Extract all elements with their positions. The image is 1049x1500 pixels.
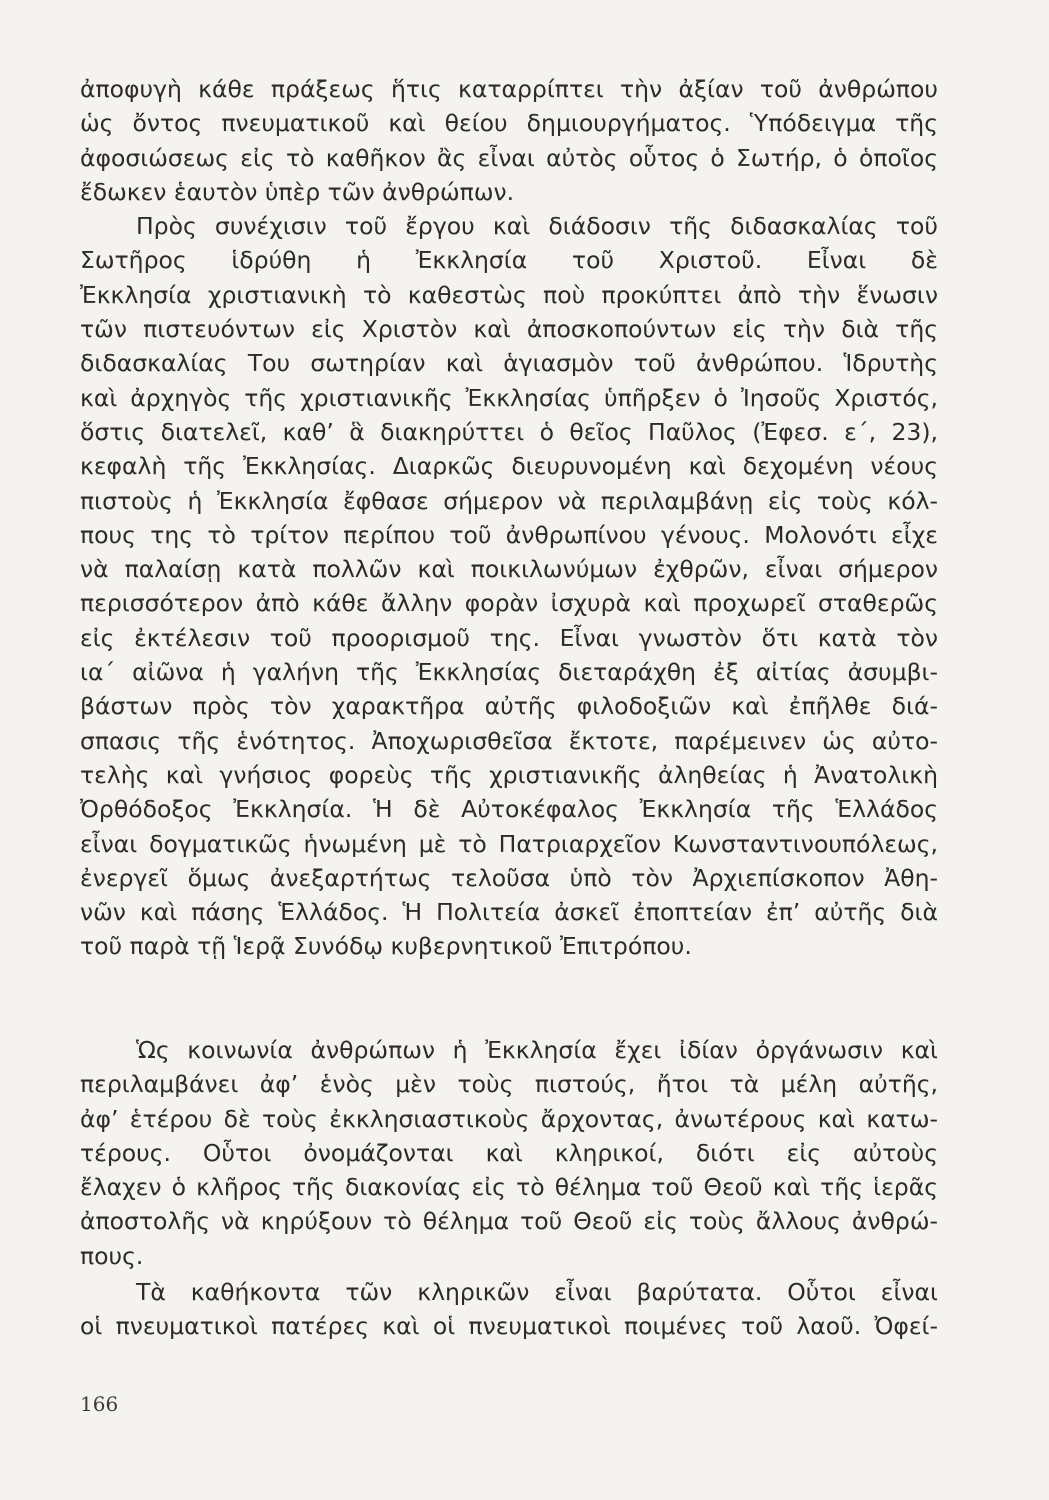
text-line: τοῦ παρὰ τῇ Ἱερᾷ Συνόδῳ κυβερνητικοῦ Ἐπιτρόπου.: [80, 932, 692, 961]
text-line: ἀφοσιώσεως εἰς τὸ καθῆκον ἂς εἶναι αὐτὸς οὗτος ὁ Σωτήρ, ὁ ὁποῖος: [80, 143, 938, 172]
text-line: βάστων πρὸς τὸν χαρακτῆρα αὐτῆς φιλοδοξιῶν καὶ ἐπῆλθε διά-: [80, 692, 938, 721]
text-line: ια΄ αἰῶνα ἡ γαλήνη τῆς Ἐκκλησίας διεταράχθη ἐξ αἰτίας ἀσυμβι-: [80, 658, 938, 687]
text-line: ἀποστολῆς νὰ κηρύξουν τὸ θέλημα τοῦ Θεοῦ εἰς τοὺς ἄλλους ἀνθρώ-: [80, 1207, 938, 1236]
text-line: ὅστις διατελεῖ, καθ’ ἃ διακηρύττει ὁ θεῖος Παῦλος (Ἐφεσ. ε΄, 23),: [80, 417, 938, 446]
text-line: Ἐκκλησία χριστιανικὴ τὸ καθεστὼς ποὺ προκύπτει ἀπὸ τὴν ἕνωσιν: [80, 280, 938, 309]
text-line: ἐνεργεῖ ὅμως ἀνεξαρτήτως τελοῦσα ὑπὸ τὸν Ἀρχιεπίσκοπον Ἀθη-: [80, 863, 938, 892]
text-line: εἶναι δογματικῶς ἡνωμένη μὲ τὸ Πατριαρχεῖον Κωνσταντινουπόλεως,: [80, 829, 938, 858]
text-line: Πρὸς συνέχισιν τοῦ ἔργου καὶ διάδοσιν τῆς διδασκαλίας τοῦ: [136, 212, 938, 241]
text-line: κεφαλὴ τῆς Ἐκκλησίας. Διαρκῶς διευρυνομένη καὶ δεχομένη νέους: [80, 452, 938, 481]
text-line: ὡς ὄντος πνευματικοῦ καὶ θείου δημιουργήματος. Ὑπόδειγμα τῆς: [80, 109, 938, 138]
paragraph-1: [80, 72, 938, 964]
text-line: πους.: [80, 1241, 144, 1270]
text-line: πους της τὸ τρίτον περίπου τοῦ ἀνθρωπίνου γένους. Μολονότι εἶχε: [80, 520, 938, 549]
text-line: σπασις τῆς ἑνότητος. Ἀποχωρισθεῖσα ἔκτοτε, παρέμεινεν ὡς αὐτο-: [80, 726, 938, 755]
paragraph-3: [80, 1275, 938, 1344]
text-line: ἀφ’ ἑτέρου δὲ τοὺς ἐκκλησιαστικοὺς ἄρχοντας, ἀνωτέρους καὶ κατω-: [80, 1104, 938, 1133]
text-line: τελὴς καὶ γνήσιος φορεὺς τῆς χριστιανικῆς ἀληθείας ἡ Ἀνατολικὴ: [80, 760, 938, 789]
text-line: περιλαμβάνει ἀφ’ ἑνὸς μὲν τοὺς πιστούς, ἤτοι τὰ μέλη αὐτῆς,: [80, 1070, 938, 1099]
text-line: Ὡς κοινωνία ἀνθρώπων ἡ Ἐκκλησία ἔχει ἰδίαν ὀργάνωσιν καὶ: [136, 1036, 938, 1064]
text-line: διδασκαλίας Του σωτηρίαν καὶ ἁγιασμὸν τοῦ ἀνθρώπου. Ἱδρυτὴς: [80, 349, 938, 378]
text-line: ἀποφυγὴ κάθε πράξεως ἥτις καταρρίπτει τὴν ἀξίαν τοῦ ἀνθρώπου: [80, 75, 938, 103]
page-number: 166: [80, 1392, 119, 1416]
text-line: οἱ πνευματικοὶ πατέρες καὶ οἱ πνευματικοὶ ποιμένες τοῦ λαοῦ. Ὀφεί-: [80, 1312, 938, 1341]
text-line: πιστοὺς ἡ Ἐκκλησία ἔφθασε σήμερον νὰ περιλαμβάνῃ εἰς τοὺς κόλ-: [80, 486, 938, 515]
text-line: Ὀρθόδοξος Ἐκκλησία. Ἡ δὲ Αὐτοκέφαλος Ἐκκλησία τῆς Ἑλλάδος: [80, 795, 938, 824]
text-line: τῶν πιστευόντων εἰς Χριστὸν καὶ ἀποσκοπούντων εἰς τὴν διὰ τῆς: [80, 315, 938, 344]
paragraph-2: [80, 1033, 938, 1273]
text-line: ἔδωκεν ἑαυτὸν ὑπὲρ τῶν ἀνθρώπων.: [80, 177, 515, 206]
text-line: νῶν καὶ πάσης Ἑλλάδος. Ἡ Πολιτεία ἀσκεῖ ἐποπτείαν ἐπ’ αὐτῆς διὰ: [80, 898, 938, 927]
text-line: εἰς ἐκτέλεσιν τοῦ προορισμοῦ της. Εἶναι γνωστὸν ὅτι κατὰ τὸν: [80, 623, 938, 652]
text-line: τέρους. Οὗτοι ὀνομάζονται καὶ κληρικοί, διότι εἰς αὐτοὺς: [80, 1138, 938, 1167]
text-line: ἔλαχεν ὁ κλῆρος τῆς διακονίας εἰς τὸ θέλημα τοῦ Θεοῦ καὶ τῆς ἱερᾶς: [80, 1173, 938, 1202]
text-line: νὰ παλαίσῃ κατὰ πολλῶν καὶ ποικιλωνύμων ἐχθρῶν, εἶναι σήμερον: [80, 555, 938, 584]
text-line: Τὰ καθήκοντα τῶν κληρικῶν εἶναι βαρύτατα. Οὗτοι εἶναι: [136, 1278, 938, 1306]
text-line: περισσότερον ἀπὸ κάθε ἄλλην φορὰν ἰσχυρὰ καὶ προχωρεῖ σταθερῶς: [80, 589, 938, 618]
text-line: καὶ ἀρχηγὸς τῆς χριστιανικῆς Ἐκκλησίας ὑπῆρξεν ὁ Ἰησοῦς Χριστός,: [80, 383, 938, 412]
text-line: Σωτῆρος ἱδρύθη ἡ Ἐκκλησία τοῦ Χριστοῦ. Εἶναι δὲ: [80, 246, 938, 275]
